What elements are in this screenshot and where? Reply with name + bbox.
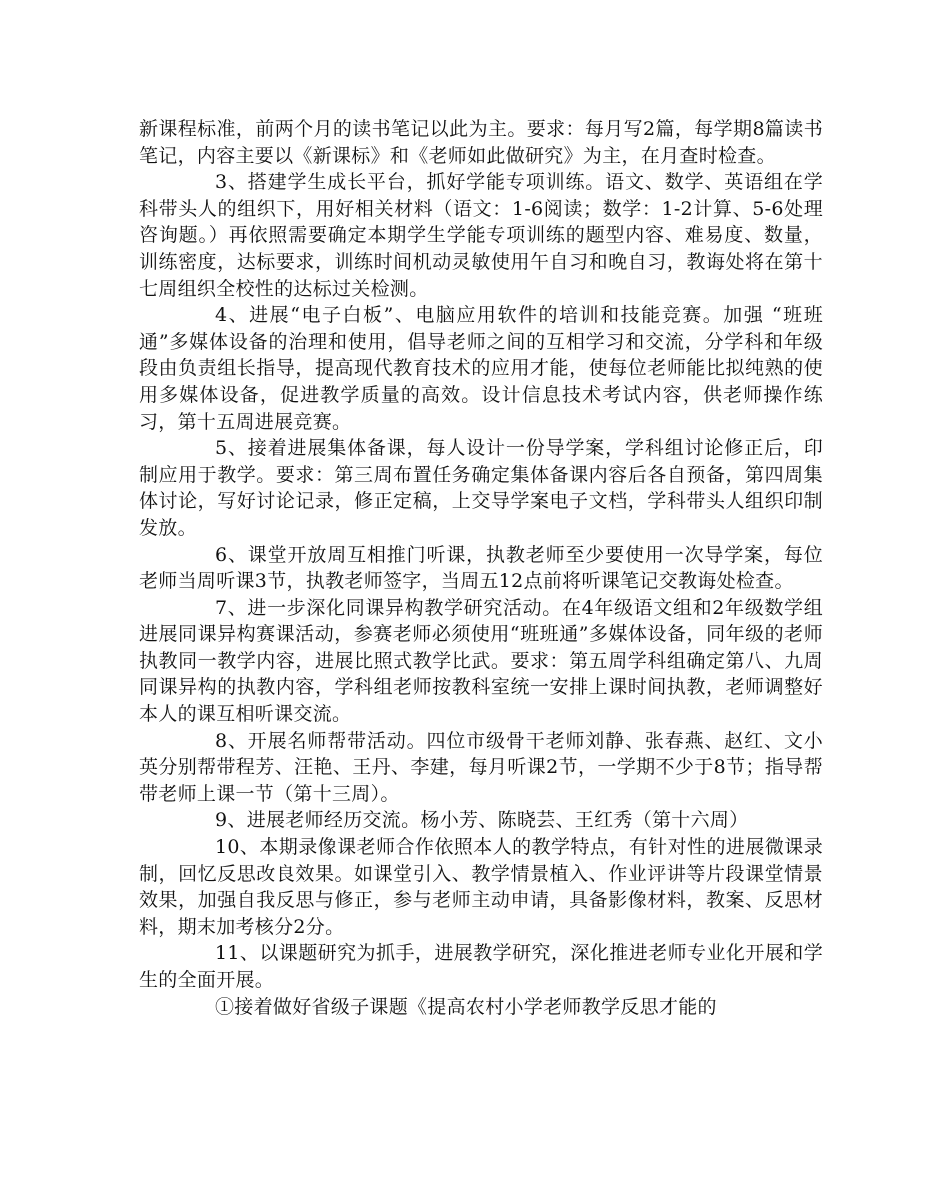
paragraph-5: 6、课堂开放周互相推门听课，执教老师至少要使用一次导学案，每位老师当周听课3节，执教老师签字，当周五12点前将听课笔记交教诲处检查。 [139, 543, 823, 593]
paragraph-8: 9、进展老师经历交流。杨小芳、陈晓芸、王红秀（第十六周） [215, 809, 749, 832]
paragraph-11: ①接着做好省级子课题《提高农村小学老师教学反思才能的 [215, 995, 717, 1018]
document-body [139, 116, 823, 1020]
paragraph-3: 4、进展“电子白板”、电脑应用软件的培训和技能竞赛。加强 “班班通”多媒体设备的治理和使用，倡导老师之间的互相学习和交流，分学科和年级段由负责组长指导，提高现代教育技术的应用才能，使每位老师能比拟纯熟的使用多媒体设备，促进教学质量的高效。设计信息技术考试内容，供老师操作练习，第十五周进展竞赛。 [139, 304, 823, 433]
paragraph-6: 7、进一步深化同课异构教学研究活动。在4年级语文组和2年级数学组进展同课异构赛课活动，参赛老师必须使用“班班通”多媒体设备，同年级的老师执教同一教学内容，进展比照式教学比武。要求：第五周学科组确定第八、九周同课异构的执教内容，学科组老师按教科室统一安排上课时间执教，老师调整好本人的课互相听课交流。 [139, 596, 823, 726]
paragraph-9: 10、本期录像课老师合作依照本人的教学特点，有针对性的进展微课录制，回忆反思改良效果。如课堂引入、教学情景植入、作业评讲等片段课堂情景效果，加强自我反思与修正，参与老师主动申请，具备影像材料，教案、反思材料，期末加考核分2分。 [139, 836, 823, 938]
paragraph-7: 8、开展名师帮带活动。四位市级骨干老师刘静、张春燕、赵红、文小英分别帮带程芳、汪艳、王丹、李建，每月听课2节，一学期不少于8节；指导帮带老师上课一节（第十三周）。 [139, 729, 823, 805]
paragraph-2: 3、搭建学生成长平台，抓好学能专项训练。语文、数学、英语组在学科带头人的组织下，用好相关材料（语文：1-6阅读；数学：1-2计算、5-6处理咨询题。）再依照需要确定本期学生学能专项训练的题型内容、难易度、数量，训练密度，达标要求，训练时间机动灵敏使用午自习和晚自习，教诲处将在第十七周组织全校性的达标过关检测。 [139, 171, 823, 300]
paragraph-10: 11、以课题研究为抓手，进展教学研究，深化推进老师专业化开展和学生的全面开展。 [139, 942, 823, 991]
paragraph-1: 新课程标准，前两个月的读书笔记以此为主。要求：每月写2篇，每学期8篇读书笔记，内容主要以《新课标》和《老师如此做研究》为主，在月查时检查。 [139, 118, 823, 167]
paragraph-4: 5、接着进展集体备课，每人设计一份导学案，学科组讨论修正后，印制应用于教学。要求：第三周布置任务确定集体备课内容后各自预备，第四周集体讨论，写好讨论记录，修正定稿，上交导学案电子文档，学科带头人组织印制发放。 [139, 437, 823, 539]
